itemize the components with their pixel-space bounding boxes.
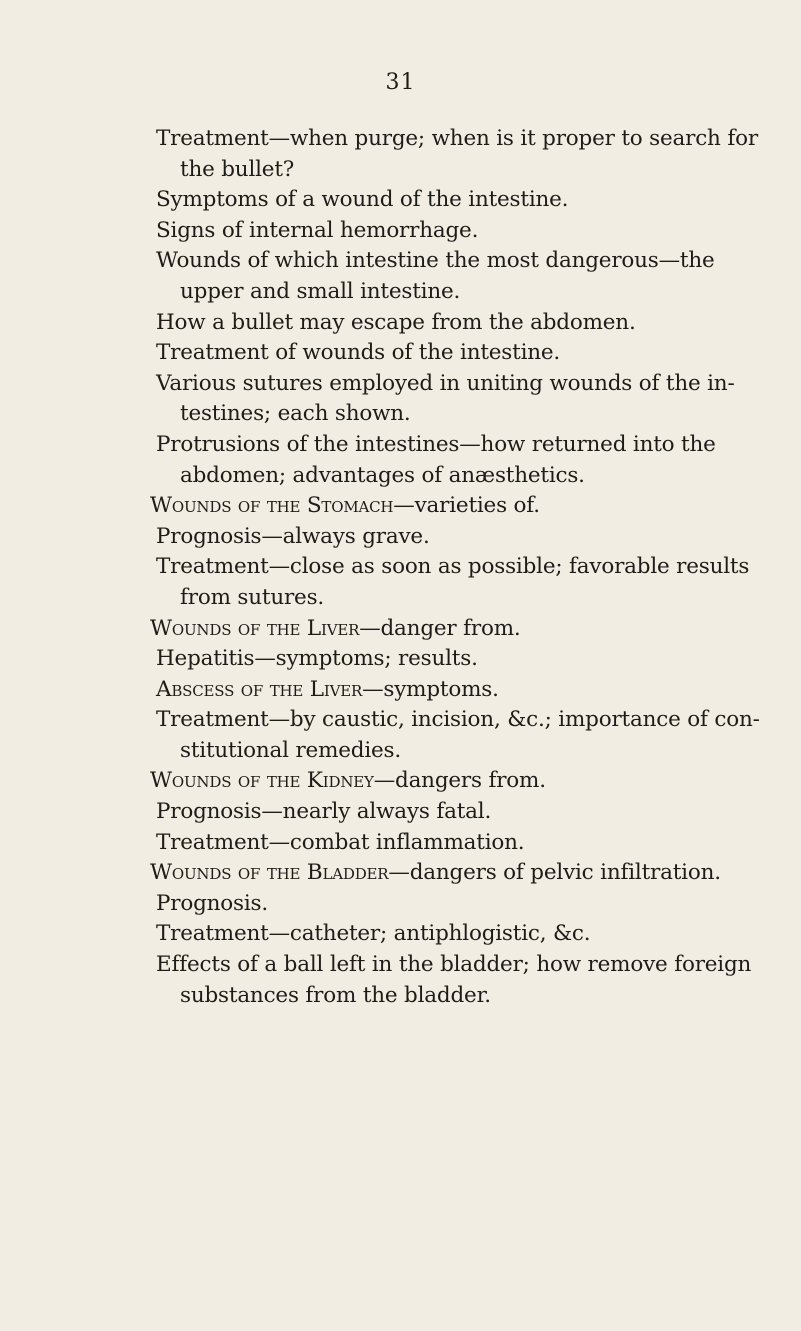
line-text: Treatment of wounds of the intestine. (156, 340, 561, 366)
section-heading: Wounds of the Liver (150, 615, 360, 641)
line-text: Treatment—when purge; when is it proper to search for (156, 126, 758, 151)
section-heading: Wounds of the Bladder (150, 860, 389, 886)
line-text: Protrusions of the intestines—how returned into the (156, 431, 716, 457)
text-line (156, 675, 756, 706)
text-line (156, 124, 756, 155)
line-text: Wounds of which intestine the most dangerous—the (156, 248, 715, 274)
text-body (150, 124, 760, 1011)
line-text: How a bullet may escape from the abdomen. (156, 309, 636, 335)
line-text: Effects of a ball left in the bladder; how remove foreign (156, 952, 752, 978)
text-line (150, 858, 756, 889)
line-text: substances from the bladder. (180, 982, 491, 1008)
text-line (156, 430, 756, 461)
text-line (156, 522, 756, 553)
text-line (156, 552, 756, 583)
text-line (156, 889, 756, 920)
text-line (156, 461, 756, 492)
text-line (156, 705, 760, 736)
section-heading: Abscess of the Liver (156, 676, 363, 702)
text-line (156, 185, 756, 216)
line-text: abdomen; advantages of anæsthetics. (180, 462, 585, 488)
line-text: Prognosis—nearly always fatal. (156, 799, 492, 825)
line-text: Prognosis—always grave. (156, 523, 430, 549)
text-line (150, 614, 756, 645)
line-text: Treatment—catheter; antiphlogistic, &c. (156, 921, 591, 947)
line-text: testines; each shown. (180, 401, 411, 427)
line-text: —dangers from. (373, 768, 546, 794)
text-line (156, 246, 756, 277)
line-text: Treatment—close as soon as possible; favorable results (156, 554, 750, 580)
text-line (156, 644, 756, 675)
text-line (156, 797, 756, 828)
section-heading: Wounds of the Kidney (150, 768, 374, 794)
line-text: the bullet? (180, 156, 295, 182)
text-line (156, 338, 756, 369)
section-heading: Wounds of the Stomach (150, 493, 394, 519)
line-text: Prognosis. (156, 890, 269, 916)
text-line (156, 216, 756, 247)
line-text: Treatment—combat inflammation. (156, 829, 525, 855)
text-line (156, 981, 756, 1012)
line-text: Symptoms of a wound of the intestine. (156, 187, 569, 213)
line-text: Hepatitis—symptoms; results. (156, 646, 478, 672)
line-text: Signs of internal hemorrhage. (156, 217, 479, 243)
text-line (156, 919, 756, 950)
text-line (150, 491, 756, 522)
text-line (156, 583, 756, 614)
page-number: 31 (385, 70, 416, 95)
text-line (156, 736, 756, 767)
text-line (156, 308, 756, 339)
line-text: upper and small intestine. (180, 278, 461, 304)
text-line (156, 828, 756, 859)
line-text: —dangers of pelvic infiltration. (388, 860, 721, 886)
line-text: Various sutures employed in uniting wounds of the in- (156, 370, 735, 396)
text-line (156, 399, 756, 430)
line-text: Treatment—by caustic, incision, &c.; importance of con- (156, 707, 760, 733)
line-text: —danger from. (359, 615, 521, 641)
text-line (156, 155, 756, 186)
line-text: from sutures. (180, 584, 325, 610)
line-text: —varieties of. (393, 493, 540, 519)
line-text: —symptoms. (362, 676, 499, 702)
text-line (150, 766, 756, 797)
text-line (156, 369, 756, 400)
line-text: stitutional remedies. (180, 737, 402, 763)
text-line (156, 277, 756, 308)
text-line (156, 950, 756, 981)
